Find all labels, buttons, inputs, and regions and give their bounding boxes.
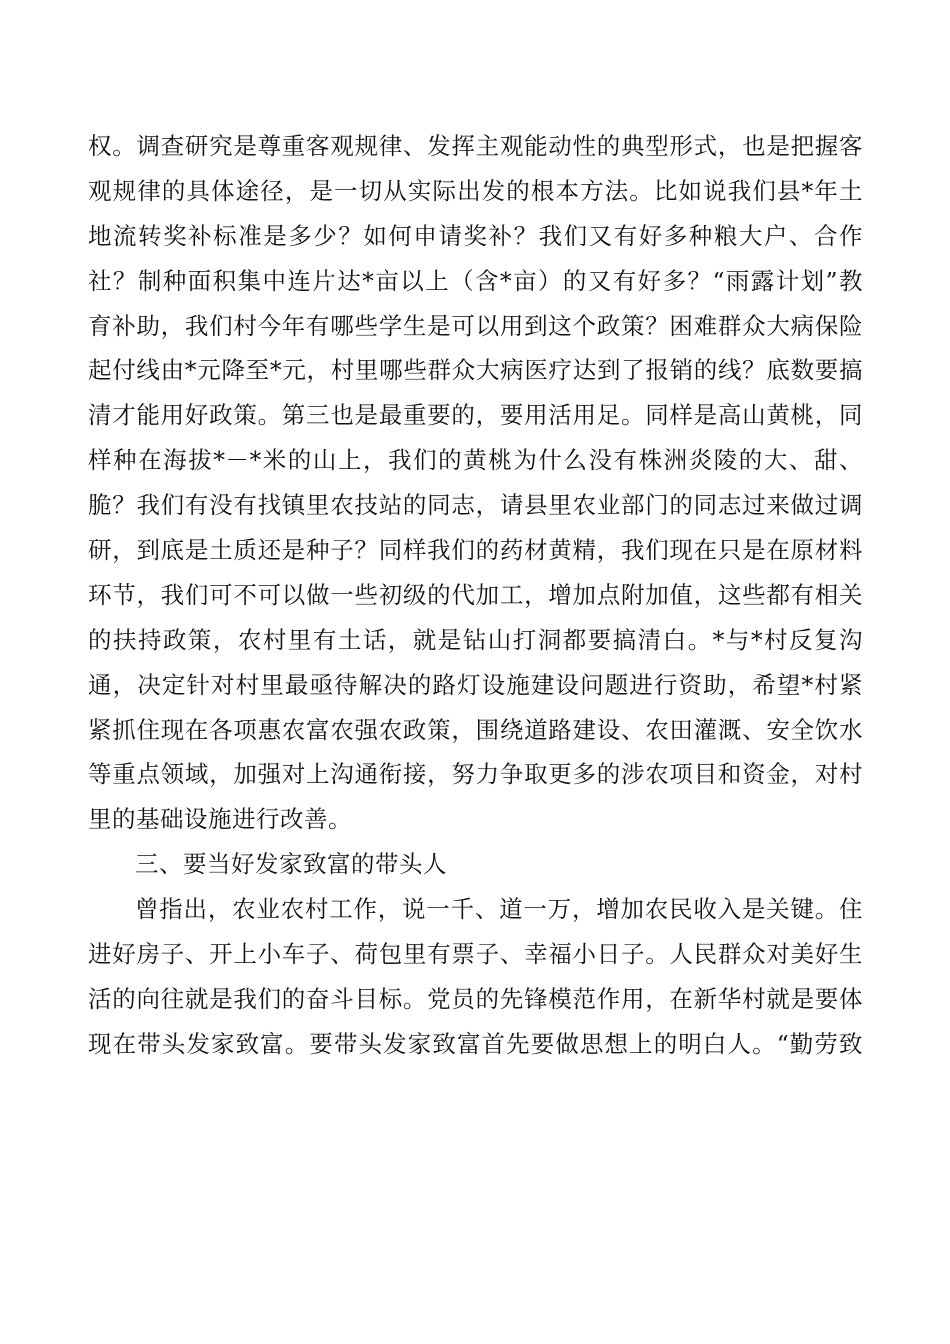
text-line: 样种在海拔*－*米的山上，我们的黄桃为什么没有株洲炎陵的大、甜、: [88, 446, 863, 475]
text-line: 社？制种面积集中连片达*亩以上（含*亩）的又有好多？“雨露计划”教: [88, 266, 863, 295]
text-line: 通，决定针对村里最亟待解决的路灯设施建设问题进行资助，希望*村紧: [88, 670, 863, 699]
text-line: 研，到底是土质还是种子？同样我们的药材黄精，我们现在只是在原材料: [88, 536, 863, 565]
text-line: 紧抓住现在各项惠农富农强农政策，围绕道路建设、农田灌溉、安全饮水: [88, 715, 863, 744]
text-line: 育补助，我们村今年有哪些学生是可以用到这个政策？困难群众大病保险: [88, 311, 863, 340]
text-line: 进好房子、开上小车子、荷包里有票子、幸福小日子。人民群众对美好生: [88, 940, 863, 969]
paragraph-1: [88, 124, 863, 842]
paragraph-2: [88, 887, 863, 1067]
text-line: 清才能用好政策。第三也是最重要的，要用活用足。同样是高山黄桃，同: [88, 401, 863, 430]
text-line: 脆？我们有没有找镇里农技站的同志，请县里农业部门的同志过来做过调: [88, 491, 863, 520]
text-line: 起付线由*元降至*元，村里哪些群众大病医疗达到了报销的线？底数要搞: [88, 356, 863, 385]
text-line: 里的基础设施进行改善。: [88, 805, 352, 834]
text-line: 现在带头发家致富。要带头发家致富首先要做思想上的明白人。“勤劳致: [88, 1029, 863, 1058]
text-line: 活的向往就是我们的奋斗目标。党员的先锋模范作用，在新华村就是要体: [88, 984, 863, 1013]
text-line: 环节，我们可不可以做一些初级的代加工，增加点附加值，这些都有相关: [88, 580, 863, 609]
text-line: 观规律的具体途径，是一切从实际出发的根本方法。比如说我们县*年土: [88, 176, 863, 205]
section-heading: 三、要当好发家致富的带头人: [135, 850, 447, 879]
text-line: 的扶持政策，农村里有土话，就是钻山打洞都要搞清白。*与*村反复沟: [88, 625, 863, 654]
document-body: [88, 124, 863, 1067]
text-line: 地流转奖补标准是多少？如何申请奖补？我们又有好多种粮大户、合作: [88, 221, 863, 250]
text-line: 等重点领域，加强对上沟通衔接，努力争取更多的涉农项目和资金，对村: [88, 760, 863, 789]
text-line: 曾指出，农业农村工作，说一千、道一万，增加农民收入是关键。住: [135, 895, 863, 924]
text-line: 权。调查研究是尊重客观规律、发挥主观能动性的典型形式，也是把握客: [88, 132, 863, 160]
